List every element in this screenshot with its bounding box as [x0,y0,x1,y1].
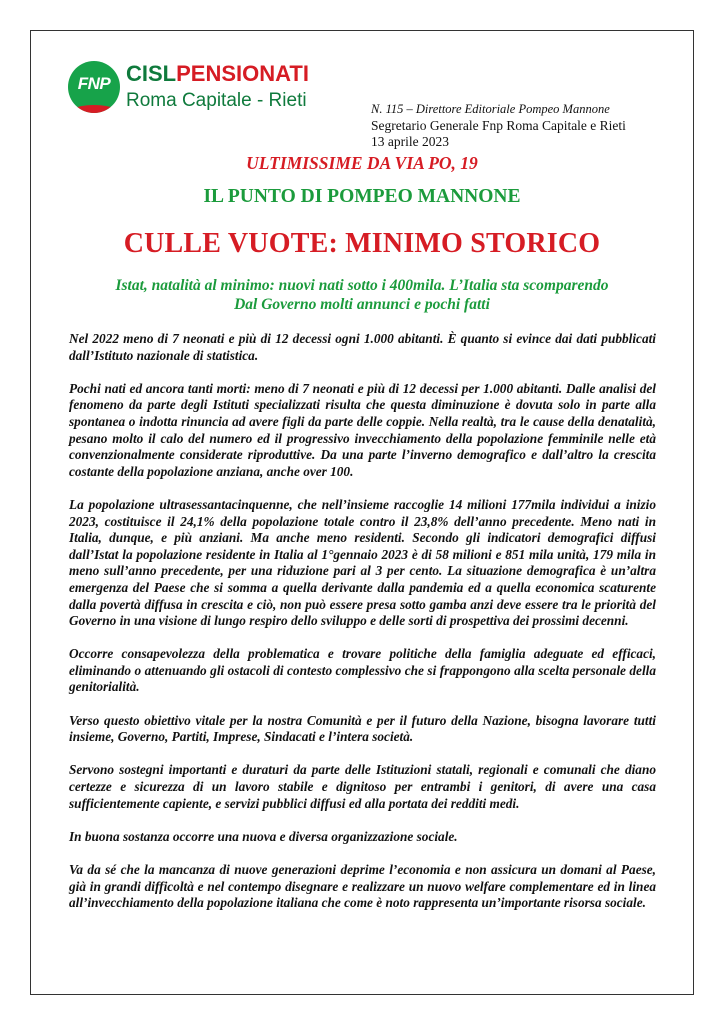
subheadline-line-1: Istat, natalità al minimo: nuovi nati sotto i 400mila. L’Italia sta scomparendo [115,277,609,294]
issue-number: N. 115 – Direttore Editoriale Pompeo Mannone [371,102,610,116]
issue-date: 13 aprile 2023 [371,134,449,149]
article-body [69,331,656,928]
paragraph: Va da sé che la mancanza di nuove generazioni deprime l’economia e non assicura un domani al Paese, già in grandi difficoltà e nel contempo disegnare e realizzare un nuovo welfare complementare ed in linea all’invecchiamento della popolazione italiana che come è noto rappresenta un’importante risorsa sociale. [69,862,656,911]
subheadline-line-2: Dal Governo molti annunci e pochi fatti [234,295,490,313]
issue-role: Segretario Generale Fnp Roma Capitale e Rieti [371,117,626,133]
fnp-badge-text: FNP [77,73,111,93]
paragraph: Pochi nati ed ancora tanti morti: meno di 7 neonati e più di 12 decessi per 1.000 abitanti. Dalle analisi del fenomeno da parte degli Istituti specializzati risulta che questa diminuzione è dovuta solo in parte alla spontanea o indotta rinuncia ad avere figli da parte delle coppie. Nella realtà, tra le cause della denatalità, pesano molto il calo del numero ed il progressivo invecchiamento della popolazione femminile nelle età convenzionalmente considerate riproduttive. Da una parte l’inverno demografico e dall’altro la crescita costante della popolazione anziana, anche over 100. [69,380,656,479]
paragraph: Nel 2022 meno di 7 neonati e più di 12 decessi ogni 1.000 abitanti. È quanto si evince dai dati pubblicati dall’Istituto nazionale di statistica. [69,331,656,363]
paragraph: Occorre consapevolezza della problematica e trovare politiche della famiglia adeguate ed efficaci, eliminando o attenuando gli ostacoli di contesto complessivo che si frappongono alla scelta personale della genitorialità. [69,646,656,695]
issue-meta [371,101,626,151]
kicker: ULTIMISSIME DA VIA PO, 19 [246,153,478,173]
logo-wordmark [126,63,309,110]
subheadline [0,277,724,314]
headline: CULLE VUOTE: MINIMO STORICO [123,228,601,259]
logo-pensionati: PENSIONATI [176,61,309,86]
logo-cisl: CISL [126,61,177,86]
paragraph: Servono sostegni importanti e duraturi da parte delle Istituzioni statali, regionali e comunali che diano certezze e sicurezza di un lavoro stabile e dignitoso per entrambi i genitori, di avere una casa sufficientemente capiente, e servizi pubblici diffusi ed alla portata dei redditi medi. [69,762,656,811]
column-title: IL PUNTO DI POMPEO MANNONE [203,186,521,207]
paragraph: La popolazione ultrasessantacinquenne, che nell’insieme raccoglie 14 milioni 177mila individui a inizio 2023, costituisce il 24,1% della popolazione totale contro il 23,8% dell’anno precedente. Meno nati in Italia, dunque, e più anziani. Ma anche meno residenti. Secondo gli indicatori demografici diffusi dall’Istat la popolazione residente in Italia al 1°gennaio 2023 è di 58 milioni e 851 mila unità, 179 mila in meno sull’anno precedente, per una riduzione pari al 3 per cento. La situazione demografica è un’altra emergenza del Paese che si somma a quella derivante dalla pandemia ed a quella economica scaturente dalla povertà diffusa in crescita e ciò, non può essere presa sotto gamba anzi deve essere tra le priorità del Governo in una visione di lungo respiro dello sviluppo e delle sorti di prospettiva dei prossimi decenni. [69,496,656,629]
logo-title [126,63,309,85]
paragraph: Verso questo obiettivo vitale per la nostra Comunità e per il futuro della Nazione, bisogna lavorare tutti insieme, Governo, Partiti, Imprese, Sindacati e l’intera società. [69,712,656,745]
logo-subtitle: Roma Capitale - Rieti [126,90,307,111]
fnp-badge-icon [68,61,120,113]
paragraph: In buona sostanza occorre una nuova e diversa organizzazione sociale. [69,828,458,844]
cisl-pensionati-logo [68,59,323,114]
